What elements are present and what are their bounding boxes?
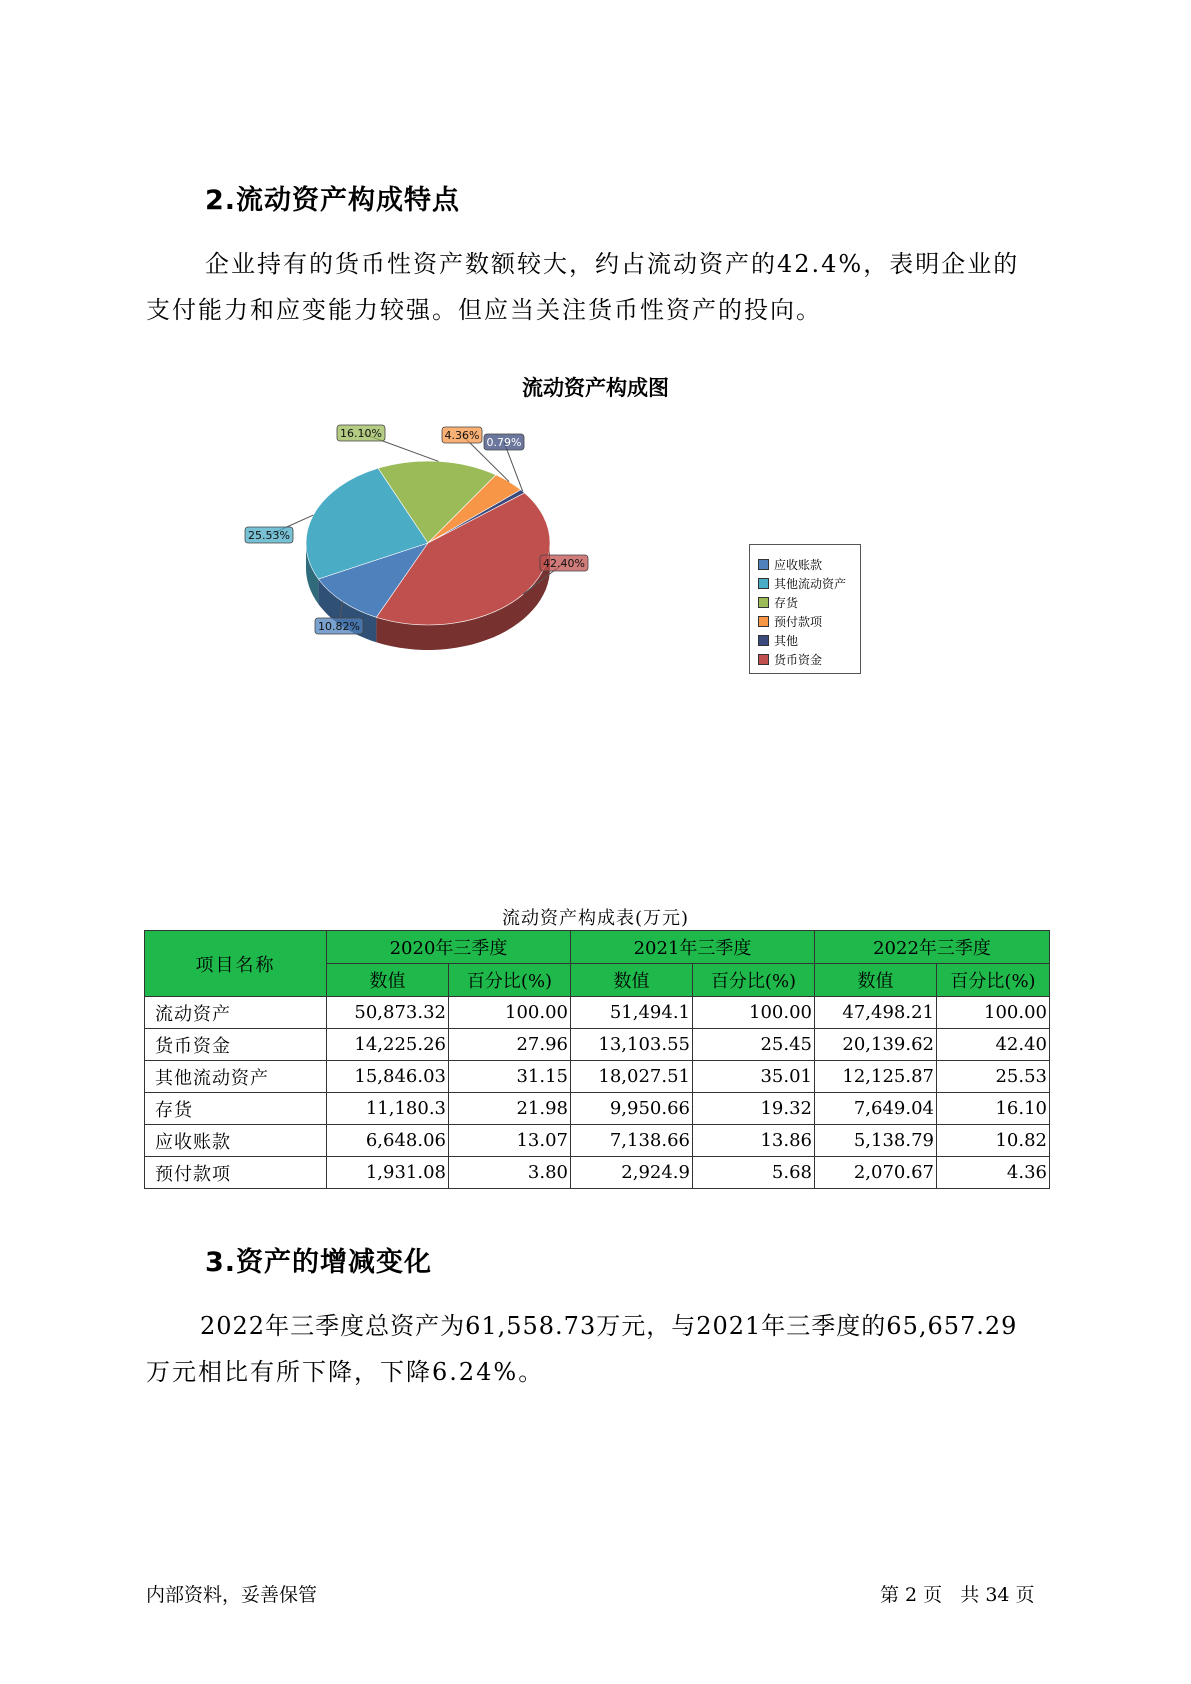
data-label: 16.10% bbox=[340, 427, 382, 440]
value-cell: 7,649.04 bbox=[815, 1093, 937, 1125]
value-cell: 9,950.66 bbox=[571, 1093, 693, 1125]
table-row bbox=[145, 1093, 1050, 1125]
legend-swatch bbox=[758, 597, 769, 608]
legend-item bbox=[758, 574, 860, 593]
legend-swatch bbox=[758, 635, 769, 646]
header-value: 数值 bbox=[815, 964, 937, 997]
value-cell: 2,924.9 bbox=[571, 1157, 693, 1189]
value-cell: 18,027.51 bbox=[571, 1061, 693, 1093]
percent-cell: 27.96 bbox=[449, 1029, 571, 1061]
percent-cell: 100.00 bbox=[693, 997, 815, 1029]
header-percent: 百分比(%) bbox=[449, 964, 571, 997]
header-item-name: 项目名称 bbox=[145, 931, 327, 997]
header-year: 2020年三季度 bbox=[327, 931, 571, 964]
percent-cell: 35.01 bbox=[693, 1061, 815, 1093]
value-cell: 50,873.32 bbox=[327, 997, 449, 1029]
paragraph-line: 万元相比有所下降，下降6.24%。 bbox=[146, 1358, 545, 1386]
legend-swatch bbox=[758, 616, 769, 627]
data-label: 25.53% bbox=[248, 529, 290, 542]
current-assets-table bbox=[144, 930, 1050, 1189]
row-label: 预付款项 bbox=[145, 1157, 327, 1189]
percent-cell: 5.68 bbox=[693, 1157, 815, 1189]
percent-cell: 31.15 bbox=[449, 1061, 571, 1093]
legend-item bbox=[758, 612, 860, 631]
chart-title: 流动资产构成图 bbox=[522, 376, 669, 400]
legend-label: 其他流动资产 bbox=[774, 577, 847, 591]
value-cell: 1,931.08 bbox=[327, 1157, 449, 1189]
header-value: 数值 bbox=[327, 964, 449, 997]
data-label: 0.79% bbox=[486, 436, 522, 449]
percent-cell: 25.53 bbox=[937, 1061, 1050, 1093]
table-row bbox=[145, 1125, 1050, 1157]
value-cell: 2,070.67 bbox=[815, 1157, 937, 1189]
legend-swatch bbox=[758, 654, 769, 665]
data-label: 4.36% bbox=[444, 429, 480, 442]
percent-cell: 4.36 bbox=[937, 1157, 1050, 1189]
value-cell: 7,138.66 bbox=[571, 1125, 693, 1157]
table-row bbox=[145, 997, 1050, 1029]
value-cell: 12,125.87 bbox=[815, 1061, 937, 1093]
row-label: 其他流动资产 bbox=[145, 1061, 327, 1093]
value-cell: 20,139.62 bbox=[815, 1029, 937, 1061]
data-label: 10.82% bbox=[318, 620, 360, 633]
table-row bbox=[145, 1029, 1050, 1061]
header-value: 数值 bbox=[571, 964, 693, 997]
paragraph-line: 支付能力和应变能力较强。但应当关注货币性资产的投向。 bbox=[146, 296, 822, 324]
paragraph-line: 2022年三季度总资产为61,558.73万元，与2021年三季度的65,657.29 bbox=[200, 1312, 1018, 1340]
section-heading-asset-change: 3.资产的增减变化 bbox=[205, 1247, 433, 1278]
header-year: 2022年三季度 bbox=[815, 931, 1050, 964]
header-percent: 百分比(%) bbox=[693, 964, 815, 997]
row-label: 流动资产 bbox=[145, 997, 327, 1029]
header-percent: 百分比(%) bbox=[937, 964, 1050, 997]
table-caption: 流动资产构成表(万元) bbox=[501, 908, 690, 929]
legend-label: 应收账款 bbox=[774, 558, 823, 572]
value-cell: 11,180.3 bbox=[327, 1093, 449, 1125]
percent-cell: 10.82 bbox=[937, 1125, 1050, 1157]
value-cell: 47,498.21 bbox=[815, 997, 937, 1029]
row-label: 应收账款 bbox=[145, 1125, 327, 1157]
legend-swatch bbox=[758, 559, 769, 570]
table-row bbox=[145, 1061, 1050, 1093]
header-year: 2021年三季度 bbox=[571, 931, 815, 964]
percent-cell: 19.32 bbox=[693, 1093, 815, 1125]
legend-item bbox=[758, 650, 860, 669]
pie-chart bbox=[220, 425, 585, 680]
legend-item bbox=[758, 555, 860, 574]
value-cell: 15,846.03 bbox=[327, 1061, 449, 1093]
percent-cell: 25.45 bbox=[693, 1029, 815, 1061]
legend-label: 存货 bbox=[774, 596, 799, 610]
value-cell: 14,225.26 bbox=[327, 1029, 449, 1061]
percent-cell: 21.98 bbox=[449, 1093, 571, 1125]
percent-cell: 13.07 bbox=[449, 1125, 571, 1157]
value-cell: 51,494.1 bbox=[571, 997, 693, 1029]
legend-item bbox=[758, 631, 860, 650]
legend-label: 货币资金 bbox=[774, 653, 823, 667]
paragraph-line: 企业持有的货币性资产数额较大，约占流动资产的42.4%，表明企业的 bbox=[205, 250, 1020, 278]
legend-label: 其他 bbox=[774, 634, 799, 648]
footer-confidential: 内部资料，妥善保管 bbox=[146, 1584, 318, 1606]
legend-item bbox=[758, 593, 860, 612]
section-heading-current-assets: 2.流动资产构成特点 bbox=[205, 185, 461, 216]
value-cell: 6,648.06 bbox=[327, 1125, 449, 1157]
percent-cell: 100.00 bbox=[449, 997, 571, 1029]
percent-cell: 100.00 bbox=[937, 997, 1050, 1029]
value-cell: 13,103.55 bbox=[571, 1029, 693, 1061]
row-label: 货币资金 bbox=[145, 1029, 327, 1061]
legend-label: 预付款项 bbox=[774, 615, 823, 629]
legend-swatch bbox=[758, 578, 769, 589]
percent-cell: 42.40 bbox=[937, 1029, 1050, 1061]
row-label: 存货 bbox=[145, 1093, 327, 1125]
footer-page-number: 第 2 页 共 34 页 bbox=[880, 1584, 1035, 1606]
table-row bbox=[145, 1157, 1050, 1189]
percent-cell: 16.10 bbox=[937, 1093, 1050, 1125]
percent-cell: 13.86 bbox=[693, 1125, 815, 1157]
data-label: 42.40% bbox=[543, 557, 585, 570]
value-cell: 5,138.79 bbox=[815, 1125, 937, 1157]
percent-cell: 3.80 bbox=[449, 1157, 571, 1189]
chart-legend bbox=[749, 544, 861, 674]
